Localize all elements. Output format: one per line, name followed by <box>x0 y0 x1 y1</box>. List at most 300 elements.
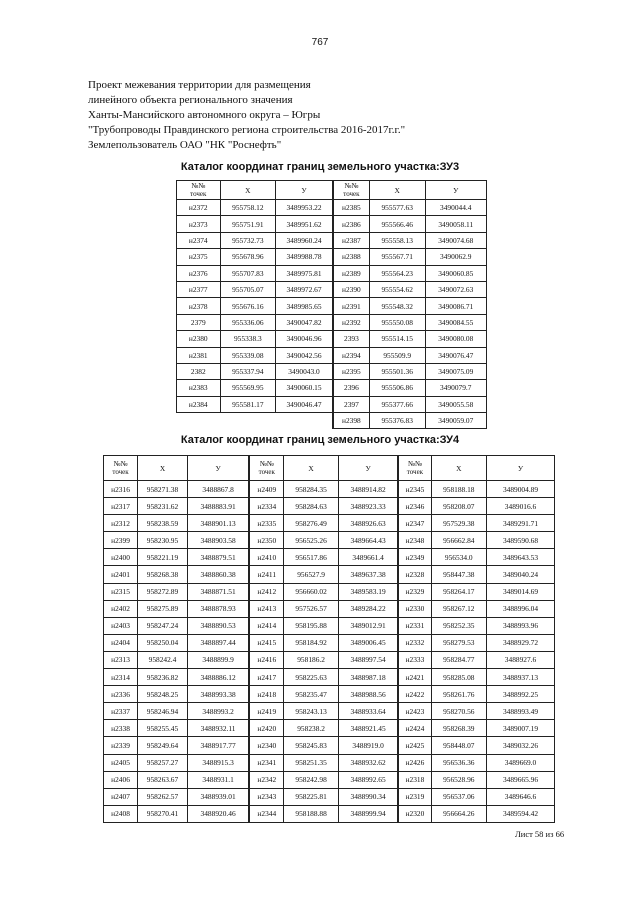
x-coordinate-cell: 958285.08 <box>431 669 486 686</box>
point-id-cell: н2388 <box>333 249 370 265</box>
table-row <box>104 481 555 498</box>
y-coordinate-cell: 3489988.78 <box>276 249 333 265</box>
point-id-cell: н2344 <box>249 805 284 822</box>
point-id-cell: н2336 <box>104 686 138 703</box>
table-row <box>104 566 555 583</box>
y-coordinate-cell: 3488920.46 <box>187 805 249 822</box>
point-id-cell: н2383 <box>177 380 221 396</box>
x-coordinate-cell: 958250.04 <box>138 634 188 651</box>
point-id-cell: н2374 <box>177 232 221 248</box>
table-row <box>177 298 487 314</box>
table-row <box>104 754 555 771</box>
col-x-header: X <box>138 456 188 481</box>
catalog1-title: Каталог координат границ земельного участка:ЗУ3 <box>180 161 460 173</box>
x-coordinate-cell: 955732.73 <box>220 232 276 248</box>
y-coordinate-cell: 3489016.6 <box>487 498 555 515</box>
y-coordinate-cell: 3489643.53 <box>487 549 555 566</box>
y-coordinate-cell: 3488886.12 <box>187 669 249 686</box>
x-coordinate-cell: 958284.63 <box>284 498 339 515</box>
y-coordinate-cell: 3489006.45 <box>338 634 398 651</box>
y-coordinate-cell: 3488993.38 <box>187 686 249 703</box>
x-coordinate-cell: 958249.64 <box>138 737 188 754</box>
col-y-header: У <box>425 181 487 200</box>
table-row <box>177 413 487 429</box>
x-coordinate-cell: 955678.96 <box>220 249 276 265</box>
y-coordinate-cell: 3490042.56 <box>276 347 333 363</box>
x-coordinate-cell: 958270.41 <box>138 805 188 822</box>
x-coordinate-cell: 956527.9 <box>284 566 339 583</box>
point-id-cell: н2343 <box>249 788 284 805</box>
y-coordinate-cell: 3488914.82 <box>338 481 398 498</box>
point-id-cell: н2350 <box>249 532 284 549</box>
y-coordinate-cell: 3488879.51 <box>187 549 249 566</box>
y-coordinate-cell: 3489004.89 <box>487 481 555 498</box>
y-coordinate-cell: 3490046.96 <box>276 331 333 347</box>
point-id-cell: н2413 <box>249 600 284 617</box>
table-row <box>177 347 487 363</box>
x-coordinate-cell: 958284.77 <box>431 651 486 668</box>
y-coordinate-cell: 3490075.09 <box>425 363 487 379</box>
point-id-cell: н2403 <box>104 617 138 634</box>
x-coordinate-cell: 958279.53 <box>431 634 486 651</box>
y-coordinate-cell: 3488926.63 <box>338 515 398 532</box>
x-coordinate-cell: 955550.08 <box>369 314 425 330</box>
x-coordinate-cell: 958235.47 <box>284 686 339 703</box>
y-coordinate-cell: 3488993.2 <box>187 703 249 720</box>
table-row <box>104 651 555 668</box>
catalog2-title: Каталог координат границ земельного участка:ЗУ4 <box>180 434 460 446</box>
y-coordinate-cell: 3489665.96 <box>487 771 555 788</box>
x-coordinate-cell: 958188.18 <box>431 481 486 498</box>
y-coordinate-cell: 3488921.45 <box>338 720 398 737</box>
y-coordinate-cell: 3489291.71 <box>487 515 555 532</box>
x-coordinate-cell: 958225.81 <box>284 788 339 805</box>
x-coordinate-cell: 958276.49 <box>284 515 339 532</box>
table-row <box>177 232 487 248</box>
point-id-cell: н2347 <box>398 515 431 532</box>
point-id-cell: н2312 <box>104 515 138 532</box>
point-id-cell: н2378 <box>177 298 221 314</box>
page-number: 767 <box>311 37 329 48</box>
x-coordinate-cell: 955554.62 <box>369 281 425 297</box>
point-id-cell: н2373 <box>177 216 221 232</box>
x-coordinate-cell: 958225.63 <box>284 669 339 686</box>
y-coordinate-cell: 3490046.47 <box>276 396 333 412</box>
point-id-cell: н2425 <box>398 737 431 754</box>
x-coordinate-cell: 958252.35 <box>431 617 486 634</box>
x-coordinate-cell: 955577.63 <box>369 200 425 216</box>
point-id-cell: н2384 <box>177 396 221 412</box>
x-coordinate-cell: 958261.76 <box>431 686 486 703</box>
x-coordinate-cell: 958230.95 <box>138 532 188 549</box>
x-coordinate-cell: 958243.13 <box>284 703 339 720</box>
x-coordinate-cell: 958246.94 <box>138 703 188 720</box>
table-row <box>104 532 555 549</box>
point-id-cell: 2397 <box>333 396 370 412</box>
y-coordinate-cell: 3490080.08 <box>425 331 487 347</box>
x-coordinate-cell: 957529.38 <box>431 515 486 532</box>
x-coordinate-cell: 958242.98 <box>284 771 339 788</box>
y-coordinate-cell: 3488999.94 <box>338 805 398 822</box>
point-id-cell: 2396 <box>333 380 370 396</box>
point-id-cell: н2334 <box>249 498 284 515</box>
y-coordinate-cell: 3489007.19 <box>487 720 555 737</box>
x-coordinate-cell: 955506.86 <box>369 380 425 396</box>
y-coordinate-cell: 3488990.34 <box>338 788 398 805</box>
y-coordinate-cell: 3488996.04 <box>487 600 555 617</box>
table-header-row <box>177 181 487 200</box>
y-coordinate-cell: 3490058.11 <box>425 216 487 232</box>
y-coordinate-cell: 3489972.67 <box>276 281 333 297</box>
y-coordinate-cell: 3490084.55 <box>425 314 487 330</box>
y-coordinate-cell: 3489953.22 <box>276 200 333 216</box>
y-coordinate-cell: 3489284.22 <box>338 600 398 617</box>
col-point-header: №№ точек <box>104 456 138 481</box>
x-coordinate-cell: 958284.35 <box>284 481 339 498</box>
table-row <box>104 600 555 617</box>
y-coordinate-cell: 3490086.71 <box>425 298 487 314</box>
x-coordinate-cell: 955707.83 <box>220 265 276 281</box>
y-coordinate-cell: 3488992.65 <box>338 771 398 788</box>
point-id-cell: н2421 <box>398 669 431 686</box>
y-coordinate-cell: 3489669.0 <box>487 754 555 771</box>
table-row <box>104 583 555 600</box>
catalog1-table <box>176 180 487 429</box>
x-coordinate-cell: 956528.96 <box>431 771 486 788</box>
table-row <box>104 617 555 634</box>
point-id-cell: н2372 <box>177 200 221 216</box>
x-coordinate-cell: 958262.57 <box>138 788 188 805</box>
x-coordinate-cell: 955569.95 <box>220 380 276 396</box>
table-row <box>104 720 555 737</box>
x-coordinate-cell <box>220 413 276 429</box>
table-row <box>177 200 487 216</box>
x-coordinate-cell: 955566.46 <box>369 216 425 232</box>
point-id-cell: н2389 <box>333 265 370 281</box>
point-id-cell: н2320 <box>398 805 431 822</box>
point-id-cell: н2341 <box>249 754 284 771</box>
x-coordinate-cell: 958275.89 <box>138 600 188 617</box>
table-row <box>177 281 487 297</box>
y-coordinate-cell: 3489637.38 <box>338 566 398 583</box>
point-id-cell: н2391 <box>333 298 370 314</box>
y-coordinate-cell: 3488931.1 <box>187 771 249 788</box>
point-id-cell: н2417 <box>249 669 284 686</box>
table-row <box>177 396 487 412</box>
y-coordinate-cell: 3490044.4 <box>425 200 487 216</box>
point-id-cell: н2394 <box>333 347 370 363</box>
point-id-cell: н2333 <box>398 651 431 668</box>
point-id-cell: н2375 <box>177 249 221 265</box>
x-coordinate-cell: 955376.83 <box>369 413 425 429</box>
point-id-cell: н2346 <box>398 498 431 515</box>
header-line: "Трубопроводы Правдинского региона строительства 2016-2017г.г." <box>88 124 406 136</box>
point-id-cell: н2400 <box>104 549 138 566</box>
point-id-cell: н2338 <box>104 720 138 737</box>
point-id-cell: н2424 <box>398 720 431 737</box>
x-coordinate-cell: 956534.0 <box>431 549 486 566</box>
x-coordinate-cell: 955758.12 <box>220 200 276 216</box>
table-row <box>104 771 555 788</box>
point-id-cell: н2407 <box>104 788 138 805</box>
col-point-header: №№ точек <box>249 456 284 481</box>
point-id-cell: н2422 <box>398 686 431 703</box>
y-coordinate-cell: 3490062.9 <box>425 249 487 265</box>
x-coordinate-cell: 958270.56 <box>431 703 486 720</box>
x-coordinate-cell: 955564.23 <box>369 265 425 281</box>
y-coordinate-cell: 3490079.7 <box>425 380 487 396</box>
y-coordinate-cell: 3490076.47 <box>425 347 487 363</box>
document-header <box>88 78 405 153</box>
col-y-header: У <box>187 456 249 481</box>
y-coordinate-cell: 3488937.13 <box>487 669 555 686</box>
x-coordinate-cell: 956660.02 <box>284 583 339 600</box>
catalog2-table <box>103 455 555 823</box>
point-id-cell: н2405 <box>104 754 138 771</box>
y-coordinate-cell: 3488860.38 <box>187 566 249 583</box>
point-id-cell: н2409 <box>249 481 284 498</box>
y-coordinate-cell: 3488993.49 <box>487 703 555 720</box>
col-y-header: У <box>338 456 398 481</box>
point-id-cell: н2345 <box>398 481 431 498</box>
table-row <box>177 380 487 396</box>
y-coordinate-cell: 3488917.77 <box>187 737 249 754</box>
point-id-cell: н2330 <box>398 600 431 617</box>
y-coordinate-cell: 3488987.18 <box>338 669 398 686</box>
point-id-cell: н2410 <box>249 549 284 566</box>
x-coordinate-cell: 955509.9 <box>369 347 425 363</box>
point-id-cell: н2332 <box>398 634 431 651</box>
point-id-cell: н2381 <box>177 347 221 363</box>
table-row <box>177 216 487 232</box>
x-coordinate-cell: 955337.94 <box>220 363 276 379</box>
x-coordinate-cell: 955567.71 <box>369 249 425 265</box>
x-coordinate-cell: 958448.07 <box>431 737 486 754</box>
header-line: Землепользователь ОАО "НК "Роснефть" <box>88 139 282 151</box>
y-coordinate-cell: 3490060.85 <box>425 265 487 281</box>
y-coordinate-cell: 3488997.54 <box>338 651 398 668</box>
table-row <box>104 634 555 651</box>
point-id-cell: н2314 <box>104 669 138 686</box>
y-coordinate-cell: 3488899.9 <box>187 651 249 668</box>
x-coordinate-cell: 956536.36 <box>431 754 486 771</box>
y-coordinate-cell: 3488901.13 <box>187 515 249 532</box>
point-id-cell: н2328 <box>398 566 431 583</box>
col-point-header: №№ точек <box>398 456 431 481</box>
y-coordinate-cell: 3489012.91 <box>338 617 398 634</box>
y-coordinate-cell: 3489960.24 <box>276 232 333 248</box>
x-coordinate-cell: 956517.86 <box>284 549 339 566</box>
x-coordinate-cell: 958247.24 <box>138 617 188 634</box>
table-header-row <box>104 456 555 481</box>
y-coordinate-cell: 3489951.62 <box>276 216 333 232</box>
col-point-header: №№ точек <box>177 181 221 200</box>
x-coordinate-cell: 958208.07 <box>431 498 486 515</box>
col-x-header: X <box>284 456 339 481</box>
y-coordinate-cell: 3488883.91 <box>187 498 249 515</box>
y-coordinate-cell: 3490060.15 <box>276 380 333 396</box>
point-id-cell: н2402 <box>104 600 138 617</box>
x-coordinate-cell: 955514.15 <box>369 331 425 347</box>
point-id-cell: н2315 <box>104 583 138 600</box>
header-line: Ханты-Мансийского автономного округа – Югры <box>88 109 321 121</box>
point-id-cell: н2348 <box>398 532 431 549</box>
x-coordinate-cell: 955501.36 <box>369 363 425 379</box>
point-id-cell: н2349 <box>398 549 431 566</box>
point-id-cell: н2380 <box>177 331 221 347</box>
y-coordinate-cell: 3490059.07 <box>425 413 487 429</box>
y-coordinate-cell: 3488993.96 <box>487 617 555 634</box>
point-id-cell: н2406 <box>104 771 138 788</box>
point-id-cell: н2399 <box>104 532 138 549</box>
point-id-cell: н2418 <box>249 686 284 703</box>
y-coordinate-cell: 3489664.43 <box>338 532 398 549</box>
point-id-cell: н2385 <box>333 200 370 216</box>
point-id-cell: н2387 <box>333 232 370 248</box>
table-row <box>104 703 555 720</box>
point-id-cell: н2426 <box>398 754 431 771</box>
x-coordinate-cell: 958271.38 <box>138 481 188 498</box>
x-coordinate-cell: 958268.39 <box>431 720 486 737</box>
table-row <box>177 249 487 265</box>
x-coordinate-cell: 955581.17 <box>220 396 276 412</box>
col-point-header: №№ точек <box>333 181 370 200</box>
point-id-cell: н2313 <box>104 651 138 668</box>
y-coordinate-cell: 3488992.25 <box>487 686 555 703</box>
y-coordinate-cell: 3488932.62 <box>338 754 398 771</box>
x-coordinate-cell: 955751.91 <box>220 216 276 232</box>
x-coordinate-cell: 958231.62 <box>138 498 188 515</box>
point-id-cell: н2411 <box>249 566 284 583</box>
table-row <box>104 669 555 686</box>
x-coordinate-cell: 958264.17 <box>431 583 486 600</box>
point-id-cell: н2412 <box>249 583 284 600</box>
y-coordinate-cell: 3489646.6 <box>487 788 555 805</box>
point-id-cell: н2415 <box>249 634 284 651</box>
y-coordinate-cell: 3489985.65 <box>276 298 333 314</box>
col-x-header: X <box>220 181 276 200</box>
x-coordinate-cell: 955338.3 <box>220 331 276 347</box>
x-coordinate-cell: 958248.25 <box>138 686 188 703</box>
y-coordinate-cell: 3490047.82 <box>276 314 333 330</box>
table-row <box>104 737 555 754</box>
point-id-cell: н2395 <box>333 363 370 379</box>
y-coordinate-cell: 3489590.68 <box>487 532 555 549</box>
point-id-cell: н2414 <box>249 617 284 634</box>
point-id-cell: 2382 <box>177 363 221 379</box>
point-id-cell: н2398 <box>333 413 370 429</box>
x-coordinate-cell: 955705.07 <box>220 281 276 297</box>
y-coordinate-cell: 3490074.68 <box>425 232 487 248</box>
x-coordinate-cell: 958238.2 <box>284 720 339 737</box>
x-coordinate-cell: 956662.84 <box>431 532 486 549</box>
x-coordinate-cell: 958221.19 <box>138 549 188 566</box>
x-coordinate-cell: 958251.35 <box>284 754 339 771</box>
y-coordinate-cell: 3489594.42 <box>487 805 555 822</box>
x-coordinate-cell: 955339.08 <box>220 347 276 363</box>
x-coordinate-cell: 958245.83 <box>284 737 339 754</box>
x-coordinate-cell: 958236.82 <box>138 669 188 686</box>
point-id-cell: н2337 <box>104 703 138 720</box>
col-y-header: У <box>276 181 333 200</box>
x-coordinate-cell: 955548.32 <box>369 298 425 314</box>
point-id-cell: н2401 <box>104 566 138 583</box>
y-coordinate-cell: 3488939.01 <box>187 788 249 805</box>
x-coordinate-cell: 956537.06 <box>431 788 486 805</box>
y-coordinate-cell: 3490055.58 <box>425 396 487 412</box>
x-coordinate-cell: 955676.16 <box>220 298 276 314</box>
point-id-cell: н2390 <box>333 281 370 297</box>
y-coordinate-cell: 3488915.3 <box>187 754 249 771</box>
table-row <box>104 805 555 822</box>
point-id-cell: н2316 <box>104 481 138 498</box>
table-row <box>177 331 487 347</box>
sheet-label: Лист 58 из 66 <box>515 829 565 839</box>
y-coordinate-cell: 3488878.93 <box>187 600 249 617</box>
y-coordinate-cell: 3489040.24 <box>487 566 555 583</box>
table-row <box>104 549 555 566</box>
table-row <box>177 363 487 379</box>
y-coordinate-cell: 3488932.11 <box>187 720 249 737</box>
y-coordinate-cell <box>276 413 333 429</box>
point-id-cell: н2376 <box>177 265 221 281</box>
table-row <box>177 314 487 330</box>
table-row <box>177 265 487 281</box>
y-coordinate-cell: 3488871.51 <box>187 583 249 600</box>
point-id-cell: н2318 <box>398 771 431 788</box>
x-coordinate-cell: 958186.2 <box>284 651 339 668</box>
x-coordinate-cell: 957526.57 <box>284 600 339 617</box>
x-coordinate-cell: 958195.88 <box>284 617 339 634</box>
y-coordinate-cell: 3490043.0 <box>276 363 333 379</box>
point-id-cell: н2329 <box>398 583 431 600</box>
point-id-cell: 2393 <box>333 331 370 347</box>
header-line: линейного объекта регионального значения <box>88 94 293 106</box>
x-coordinate-cell: 958257.27 <box>138 754 188 771</box>
x-coordinate-cell: 956525.26 <box>284 532 339 549</box>
header-line: Проект межевания территории для размещения <box>88 79 311 91</box>
point-id-cell: 2379 <box>177 314 221 330</box>
x-coordinate-cell: 958242.4 <box>138 651 188 668</box>
table-row <box>104 788 555 805</box>
point-id-cell: н2386 <box>333 216 370 232</box>
point-id-cell: н2416 <box>249 651 284 668</box>
x-coordinate-cell: 958238.59 <box>138 515 188 532</box>
y-coordinate-cell: 3488927.6 <box>487 651 555 668</box>
y-coordinate-cell: 3489014.69 <box>487 583 555 600</box>
point-id-cell: н2331 <box>398 617 431 634</box>
y-coordinate-cell: 3489583.19 <box>338 583 398 600</box>
x-coordinate-cell: 958272.89 <box>138 583 188 600</box>
point-id-cell: н2404 <box>104 634 138 651</box>
y-coordinate-cell: 3488890.53 <box>187 617 249 634</box>
x-coordinate-cell: 958255.45 <box>138 720 188 737</box>
x-coordinate-cell: 958188.88 <box>284 805 339 822</box>
y-coordinate-cell: 3490072.63 <box>425 281 487 297</box>
x-coordinate-cell: 955558.13 <box>369 232 425 248</box>
point-id-cell: н2419 <box>249 703 284 720</box>
y-coordinate-cell: 3488903.58 <box>187 532 249 549</box>
table-row <box>104 498 555 515</box>
x-coordinate-cell: 956664.26 <box>431 805 486 822</box>
table-row <box>104 515 555 532</box>
point-id-cell <box>177 413 221 429</box>
point-id-cell: н2342 <box>249 771 284 788</box>
point-id-cell: н2339 <box>104 737 138 754</box>
point-id-cell: н2408 <box>104 805 138 822</box>
y-coordinate-cell: 3488929.72 <box>487 634 555 651</box>
col-x-header: X <box>431 456 486 481</box>
